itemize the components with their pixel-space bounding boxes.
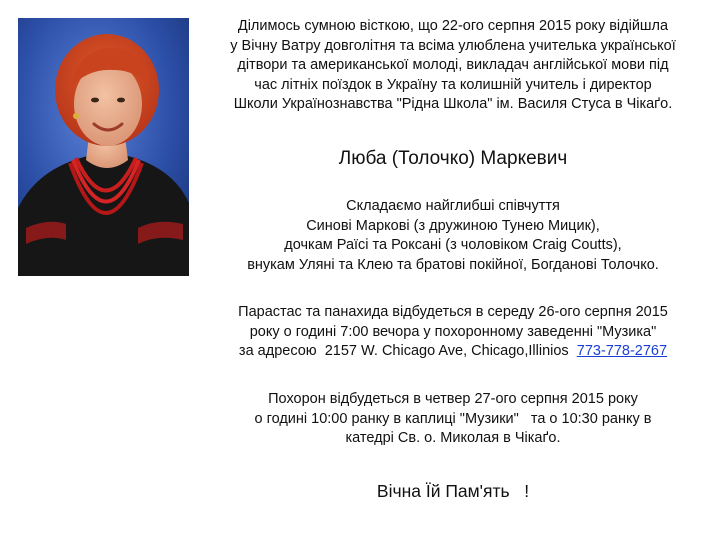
closing-phrase: Вічна Їй Пам'ять !	[376, 481, 530, 501]
service-line: року о годині 7:00 вечора у похоронному заведенні "Музика"	[249, 323, 657, 340]
condolences-line: Синові Маркові (з дружиною Тунею Мицик),	[306, 217, 600, 234]
service-address: за адресою 2157 W. Chicago Ave, Chicago,Illinios	[238, 343, 577, 359]
service-line: Парастас та панахида відбудеться в середу 26-ого серпня 2015	[238, 304, 668, 320]
portrait-icon	[18, 18, 189, 276]
announcement-line: у Вічну Ватру довголітня та всіма улюблена учителька української	[230, 37, 676, 54]
funeral-line: Похорон відбудеться в четвер 27-ого серпня 2015 року	[268, 391, 638, 407]
announcement-line: дітвори та американської молоді, викладач англійської мови під	[237, 57, 669, 73]
funeral-line: о годині 10:00 ранку в каплиці "Музики" та о 10:30 ранку в	[254, 410, 652, 427]
condolences-line: дочкам Раїсі та Роксані (з чоловіком Craig Coutts),	[284, 237, 622, 253]
announcement-line: Ділимось сумною вісткою, що 22-ого серпня 2015 року відійшла	[237, 18, 669, 34]
funeral-line: катедрі Св. о. Миколая в Чікаґо.	[345, 430, 561, 446]
condolences-line: Складаємо найглибші співчуття	[346, 198, 560, 214]
service-paragraph	[196, 303, 710, 362]
phone-link[interactable]: 773-778-2767	[576, 343, 668, 359]
announcement-line: час літніх поїздок в Україну та колишній учитель і директор	[254, 76, 652, 93]
deceased-name: Люба (Толочко) Маркевич	[338, 148, 568, 169]
condolences-line: внукам Уляні та Клею та братові покійної, Богданові Толочко.	[247, 256, 659, 273]
funeral-paragraph	[196, 390, 710, 449]
service-address-line	[196, 342, 710, 362]
portrait-photo	[18, 18, 189, 276]
condolences-paragraph	[196, 197, 710, 275]
announcement-paragraph	[196, 17, 710, 115]
announcement-line: Школи Українознавства "Рідна Школа" ім. Василя Стуса в Чікаґо.	[233, 96, 673, 112]
